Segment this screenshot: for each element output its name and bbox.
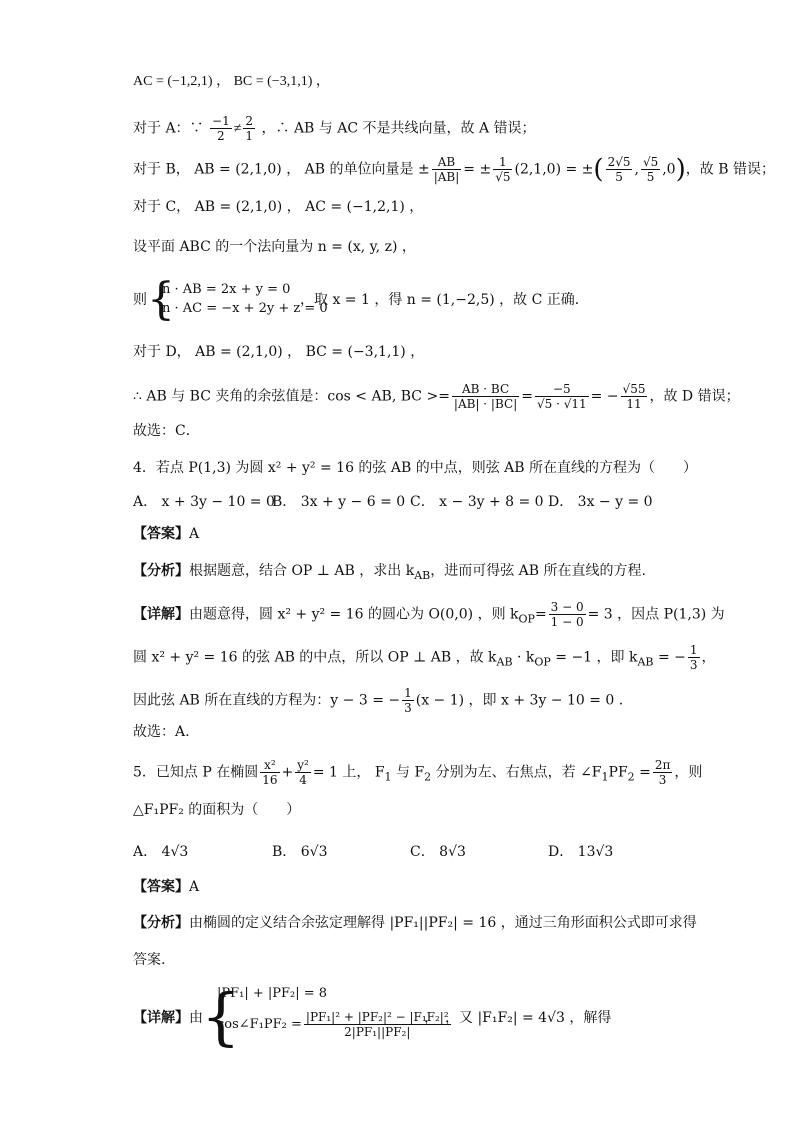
brace: { xyxy=(147,274,175,325)
text-span: ，∴ AB 与 AC 不是共线向量，故 A 错误； xyxy=(261,120,536,137)
q4-option-a: A． x + 3y − 10 = 0 xyxy=(133,494,275,510)
text-line: 对于 D， AB = (2,1,0) ， BC = (−3,1,1) ， xyxy=(133,344,425,360)
text-span: 由椭圆的定义结合余弦定理解得 |PF₁||PF₂| = 16 ，通过三角形面积公式即可求得 xyxy=(189,915,697,931)
text-span: ∴ AB 与 BC 夹角的余弦值是：cos < AB, BC >= xyxy=(133,388,450,405)
fraction-denominator: 5 xyxy=(615,170,623,184)
fraction-denominator: 11 xyxy=(626,397,642,411)
text-span: (x − 1) ，即 x + 3y − 10 = 0 . xyxy=(415,692,624,709)
detail-tag: 【详解】 xyxy=(133,606,189,623)
q5-detail-tail: ， ，又 |F₁F₂| = 4√3 ，解得 xyxy=(424,1010,612,1026)
fraction-numerator: |PF₁|² + |PF₂|² − |F₁F₂|² xyxy=(305,1010,449,1024)
neq-symbol: ≠ xyxy=(233,121,242,137)
q5-analysis xyxy=(133,913,697,933)
question-5-stem xyxy=(133,758,702,787)
text-span: = 3 ，因点 P(1,3) 为 xyxy=(587,606,725,623)
subscript: AB xyxy=(496,655,513,669)
text-span: 因此弦 AB 所在直线的方程为：y − 3 = − xyxy=(133,692,401,709)
fraction-numerator: 2 xyxy=(245,114,254,128)
paren: ( xyxy=(593,154,604,185)
fraction-denominator: 16 xyxy=(262,773,278,787)
text-span: 圆 x² + y² = 16 的弦 AB 的中点，所以 OP ⊥ AB ，故 k xyxy=(133,649,497,666)
fraction-denominator: √5 · √11 xyxy=(536,397,587,411)
analysis-tag: 【分析】 xyxy=(133,563,189,579)
q5-answer xyxy=(133,877,199,897)
q4-detail-line-1 xyxy=(133,600,725,629)
question-4-stem: 4．若点 P(1,3) 为圆 x² + y² = 16 的弦 AB 的中点，则弦 AB 所在直线的方程为（ ） xyxy=(133,460,698,476)
fraction xyxy=(452,382,519,411)
fraction-numerator: 3 − 0 xyxy=(550,600,584,614)
text-span: 对于 A：∵ xyxy=(133,120,204,137)
q4-detail-line-2 xyxy=(133,643,716,672)
fraction xyxy=(493,155,512,184)
q4-option-d: D． 3x − y = 0 xyxy=(548,494,653,510)
fraction xyxy=(621,382,648,411)
answer-tag: 【答案】 xyxy=(133,526,189,542)
question-5-stem-2: △F₁PF₂ 的面积为（ ） xyxy=(133,802,301,818)
q4-option-b: B． 3x + y − 6 = 0 xyxy=(272,494,406,510)
fraction-numerator: 2π xyxy=(654,758,671,772)
fraction xyxy=(535,382,589,411)
subscript: OP xyxy=(518,612,535,626)
fraction-numerator: −1 xyxy=(212,114,230,128)
fraction-numerator: 1 xyxy=(689,643,698,657)
text-span: 由 xyxy=(189,1010,203,1026)
fraction-denominator: 4 xyxy=(299,773,307,787)
text-line: ，取 x = 1 ，得 n = (1,−2,5) ，故 C 正确． xyxy=(300,292,589,308)
text-span: 5．已知点 P 在椭圆 xyxy=(133,764,259,781)
answer-value: A xyxy=(189,526,200,542)
q5-option-d: D． 13√3 xyxy=(548,844,614,860)
fraction xyxy=(688,643,700,672)
fraction-numerator: x² xyxy=(260,758,279,773)
subscript: 2 xyxy=(424,770,432,784)
text-span: = −1 ，即 k xyxy=(550,649,638,666)
paren: ) xyxy=(675,154,686,185)
text-span: = − xyxy=(653,649,686,666)
answer-tag: 【答案】 xyxy=(133,879,189,895)
text-span: ， xyxy=(701,649,716,666)
text-span: 根据题意，结合 OP ⊥ AB ，求出 k xyxy=(189,563,415,579)
text-span: = xyxy=(534,606,547,623)
q4-analysis xyxy=(133,561,646,586)
fraction xyxy=(606,155,633,184)
text-span: 0 xyxy=(666,161,676,178)
text-span: 与 F xyxy=(391,764,425,781)
fraction-denominator: 5 xyxy=(646,170,655,184)
fraction-denominator: 1 − 0 xyxy=(550,615,584,629)
fraction xyxy=(653,758,673,787)
q5-analysis-2: 答案. xyxy=(133,952,166,968)
text-span: 分别为左、右焦点，若 ∠F xyxy=(431,764,602,781)
fraction-numerator: 1 xyxy=(493,155,512,170)
equation-system-line xyxy=(217,1010,453,1039)
text-span: ，则 xyxy=(674,764,703,781)
subscript: 2 xyxy=(627,770,635,784)
text-line: 对于 C， AB = (2,1,0) ， AC = (−1,2,1) ， xyxy=(133,199,424,215)
text-span: 对于 B， AB = (2,1,0) ， AB 的单位向量是 ± xyxy=(133,161,430,178)
text-span: = − xyxy=(590,388,619,405)
q4-answer xyxy=(133,524,199,544)
subscript: AB xyxy=(414,568,431,582)
text-line: 对于 B， AB = (2,1,0) ， AB 的单位向量是 ± $\frac{AB}{|AB|}$ = ± $\frac{1}{√5}$ (2,1,0) = ±( $\frac{2√5}{5}$ , $\frac{√5}{5}$ ,0)，故 B 错误； xyxy=(133,154,775,185)
fraction-denominator: |AB| · |BC| xyxy=(453,397,518,411)
q5-option-b: B． 6√3 xyxy=(272,844,328,860)
fraction-numerator: 2√5 xyxy=(607,155,631,169)
text-span: PF xyxy=(608,764,628,781)
text-span: + xyxy=(281,764,294,781)
text-span: ，故 D 错误； xyxy=(649,388,740,405)
fraction xyxy=(432,155,462,184)
fraction xyxy=(402,686,414,715)
fraction-numerator: √55 xyxy=(622,382,646,396)
fraction-denominator: 3 xyxy=(689,658,698,672)
fraction-numerator: 1 xyxy=(404,686,412,700)
fraction-denominator: 3 xyxy=(658,773,667,787)
text-span: ，进而可得弦 AB 所在直线的方程. xyxy=(430,563,646,579)
equation-system-line: n · AB = 2x + y = 0 xyxy=(162,282,291,297)
subscript: AB xyxy=(637,655,654,669)
subscript: 1 xyxy=(601,770,609,784)
text-line: 则 xyxy=(133,292,147,308)
text-line xyxy=(133,382,740,411)
text-span: (2,1,0) = ± xyxy=(514,161,594,178)
text-line: AC = (−1,2,1) ， BC = (−3,1,1) ， xyxy=(133,74,330,89)
q4-conclusion: 故选：A. xyxy=(133,724,190,740)
q4-option-c: C． x − 3y + 8 = 0 xyxy=(410,494,544,510)
answer-value: A xyxy=(189,879,200,895)
fraction-denominator: 2|PF₁||PF₂| xyxy=(344,1025,411,1039)
text-span: = ± xyxy=(463,161,492,178)
fraction-denominator: 2 xyxy=(217,129,225,143)
text-line xyxy=(133,114,536,143)
brace: { xyxy=(201,980,241,1053)
fraction xyxy=(260,758,279,787)
analysis-tag: 【分析】 xyxy=(133,915,189,931)
q5-option-a: A． 4√3 xyxy=(133,844,189,860)
text-span: ，故 B 错误； xyxy=(685,161,775,178)
fraction-denominator: |AB| xyxy=(433,170,460,184)
text-span: = 1 上， F xyxy=(312,764,385,781)
fraction xyxy=(243,114,255,143)
equation-system-line: |PF₁| + |PF₂| = 8 xyxy=(217,986,328,1001)
text-span: cos∠F₁PF₂ = xyxy=(217,1017,302,1032)
text-line: 故选：C． xyxy=(133,423,200,439)
fraction-numerator: AB · BC xyxy=(452,382,519,397)
q4-detail-line-3 xyxy=(133,686,623,715)
text-span: = xyxy=(634,764,651,781)
fraction-numerator: y² xyxy=(297,758,309,772)
fraction-numerator: −5 xyxy=(535,382,589,397)
fraction-denominator: √5 xyxy=(495,170,511,184)
equation-system-line: n · AC = −x + 2y + z = 0 xyxy=(162,301,328,316)
fraction-numerator: √5 xyxy=(642,155,659,169)
text-span: · k xyxy=(512,649,535,666)
fraction xyxy=(210,114,232,143)
subscript: 1 xyxy=(384,770,392,784)
fraction xyxy=(295,758,311,787)
fraction-numerator: AB xyxy=(432,155,462,170)
fraction xyxy=(549,600,586,629)
subscript: OP xyxy=(534,655,551,669)
text-span: = xyxy=(521,388,533,405)
text-line: 设平面 ABC 的一个法向量为 n = (x, y, z) ， xyxy=(133,239,416,255)
fraction-denominator: 3 xyxy=(404,701,412,715)
text-span: 由题意得，圆 x² + y² = 16 的圆心为 O(0,0) ，则 k xyxy=(189,606,519,623)
q5-detail-lead xyxy=(133,1008,203,1028)
detail-tag: 【详解】 xyxy=(133,1010,189,1026)
fraction-denominator: 1 xyxy=(245,129,254,143)
fraction xyxy=(641,155,660,184)
q5-option-c: C． 8√3 xyxy=(410,844,466,860)
